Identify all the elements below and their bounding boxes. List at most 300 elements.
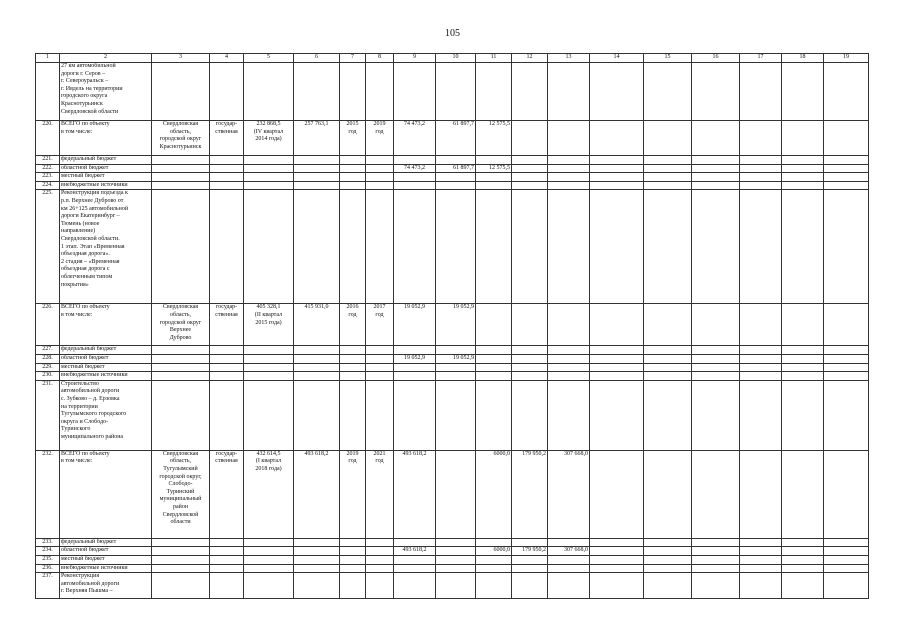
- table-cell: [476, 573, 512, 599]
- table-cell: 236.: [36, 564, 60, 573]
- table-cell: [152, 538, 210, 547]
- table-cell: [644, 190, 692, 304]
- table-cell: [340, 363, 366, 372]
- table-cell: [340, 164, 366, 173]
- table-cell: 74 473,2: [394, 164, 436, 173]
- table-cell: 223.: [36, 173, 60, 182]
- table-cell: [366, 164, 394, 173]
- table-cell: [152, 63, 210, 121]
- table-cell: [644, 181, 692, 190]
- table-cell: Свердловская область, городской округ Верхнее Дуброво: [152, 304, 210, 346]
- table-cell: [512, 181, 548, 190]
- table-cell: [340, 573, 366, 599]
- column-number: 6: [294, 54, 340, 63]
- table-cell: [476, 173, 512, 182]
- table-row: [36, 181, 869, 190]
- table-cell: [366, 363, 394, 372]
- table-cell: [692, 190, 740, 304]
- table-cell: ВСЕГО по объекту в том числе:: [60, 121, 152, 156]
- column-number: 12: [512, 54, 548, 63]
- table-cell: [692, 63, 740, 121]
- table-cell: [692, 372, 740, 381]
- table-cell: [152, 173, 210, 182]
- table-cell: местный бюджет: [60, 555, 152, 564]
- table-cell: [782, 538, 824, 547]
- column-number: 8: [366, 54, 394, 63]
- table-cell: [740, 354, 782, 363]
- table-cell: областной бюджет: [60, 547, 152, 556]
- table-cell: [294, 156, 340, 165]
- table-cell: [692, 173, 740, 182]
- table-cell: 225.: [36, 190, 60, 304]
- table-cell: 221.: [36, 156, 60, 165]
- table-cell: [244, 538, 294, 547]
- table-cell: [548, 555, 590, 564]
- table-cell: [394, 181, 436, 190]
- table-cell: [740, 156, 782, 165]
- table-cell: [590, 164, 644, 173]
- table-cell: [436, 538, 476, 547]
- table-cell: [590, 121, 644, 156]
- table-cell: [244, 63, 294, 121]
- table-cell: [244, 547, 294, 556]
- table-cell: [366, 564, 394, 573]
- table-cell: [436, 450, 476, 538]
- table-cell: [782, 573, 824, 599]
- table-row: [36, 363, 869, 372]
- table-cell: [366, 156, 394, 165]
- table-row: [36, 354, 869, 363]
- table-cell: внебюджетные источники: [60, 181, 152, 190]
- table-cell: [512, 363, 548, 372]
- table-cell: государ- ственная: [210, 304, 244, 346]
- table-cell: [340, 181, 366, 190]
- table-cell: [394, 156, 436, 165]
- table-cell: [512, 63, 548, 121]
- table-cell: [548, 564, 590, 573]
- table-cell: [824, 547, 869, 556]
- table-cell: Реконструкция подъезда к р.п. Верхнее Дуброво от км 26+125 автомобильной дороги Екатеринбург – Тюмень (новое направление) Свердловской области. 1 этап. Этап «Временная объездная дорога». 2 стадия – «Временная объездная дорога с облегченным типом покрытия»: [60, 190, 152, 304]
- table-cell: [340, 63, 366, 121]
- table-cell: ВСЕГО по объекту в том числе:: [60, 304, 152, 346]
- table-cell: 229.: [36, 363, 60, 372]
- table-cell: федеральный бюджет: [60, 156, 152, 165]
- table-cell: [590, 63, 644, 121]
- table-cell: [824, 121, 869, 156]
- table-cell: [740, 121, 782, 156]
- table-cell: [548, 363, 590, 372]
- table-cell: [366, 538, 394, 547]
- table-cell: [548, 173, 590, 182]
- table-cell: [394, 346, 436, 355]
- table-cell: [644, 380, 692, 450]
- page-number: 105: [445, 28, 460, 39]
- table-cell: [590, 354, 644, 363]
- table-cell: 19 052,9: [394, 354, 436, 363]
- table-cell: 2015 год: [340, 121, 366, 156]
- table-cell: [340, 538, 366, 547]
- table-cell: [476, 354, 512, 363]
- table-cell: [590, 304, 644, 346]
- table-cell: [824, 181, 869, 190]
- column-number: 19: [824, 54, 869, 63]
- table-cell: 12 575,5: [476, 164, 512, 173]
- table-cell: внебюджетные источники: [60, 564, 152, 573]
- table-cell: [294, 380, 340, 450]
- budget-table: [35, 53, 869, 599]
- table-cell: 27 км автомобильной дороги г. Серов – г. Североуральск – г. Ивдель на территории городского округа Краснотурьинск Свердловской области: [60, 63, 152, 121]
- table-cell: [476, 190, 512, 304]
- table-cell: [512, 380, 548, 450]
- table-cell: [152, 354, 210, 363]
- table-body: [36, 63, 869, 599]
- table-cell: [244, 573, 294, 599]
- table-cell: [782, 63, 824, 121]
- table-cell: [548, 573, 590, 599]
- table-cell: [590, 555, 644, 564]
- table-cell: [644, 538, 692, 547]
- table-cell: 224.: [36, 181, 60, 190]
- table-cell: [824, 363, 869, 372]
- table-cell: [436, 564, 476, 573]
- table-cell: [644, 450, 692, 538]
- table-cell: [512, 346, 548, 355]
- table-cell: [394, 555, 436, 564]
- table-cell: [740, 363, 782, 372]
- table-cell: [210, 573, 244, 599]
- table-cell: [590, 573, 644, 599]
- table-cell: [366, 372, 394, 381]
- table-cell: [740, 63, 782, 121]
- table-cell: [366, 190, 394, 304]
- table-cell: [824, 372, 869, 381]
- column-number: 18: [782, 54, 824, 63]
- table-cell: [590, 156, 644, 165]
- table-cell: [210, 555, 244, 564]
- table-cell: [548, 380, 590, 450]
- table-cell: [340, 555, 366, 564]
- table-cell: [294, 164, 340, 173]
- table-cell: 493 618,2: [394, 450, 436, 538]
- table-cell: [782, 121, 824, 156]
- table-cell: [210, 173, 244, 182]
- table-cell: [366, 573, 394, 599]
- table-cell: [512, 354, 548, 363]
- table-cell: [152, 156, 210, 165]
- table-cell: 61 897,7: [436, 121, 476, 156]
- table-cell: [782, 555, 824, 564]
- table-cell: [152, 547, 210, 556]
- table-cell: [210, 63, 244, 121]
- table-cell: [782, 190, 824, 304]
- table-cell: [244, 354, 294, 363]
- table-cell: 220.: [36, 121, 60, 156]
- table-row: [36, 164, 869, 173]
- table-cell: [152, 363, 210, 372]
- table-cell: [476, 63, 512, 121]
- table-cell: 233.: [36, 538, 60, 547]
- table-cell: [394, 564, 436, 573]
- table-cell: [824, 555, 869, 564]
- table-cell: [244, 190, 294, 304]
- table-cell: [782, 354, 824, 363]
- table-cell: [548, 304, 590, 346]
- table-cell: Свердловская область, Тугулымский городской округ, Слободо- Туринский муниципальный район Свердловской области: [152, 450, 210, 538]
- table-cell: [740, 547, 782, 556]
- table-cell: [548, 181, 590, 190]
- column-number: 10: [436, 54, 476, 63]
- table-cell: [512, 156, 548, 165]
- table-cell: [436, 346, 476, 355]
- table-cell: [476, 181, 512, 190]
- table-cell: [476, 346, 512, 355]
- table-cell: [692, 555, 740, 564]
- table-cell: [740, 450, 782, 538]
- table-cell: [548, 156, 590, 165]
- table-cell: [294, 181, 340, 190]
- table-cell: 179 950,2: [512, 547, 548, 556]
- table-cell: [548, 121, 590, 156]
- table-cell: [692, 380, 740, 450]
- table-cell: [294, 538, 340, 547]
- table-cell: [590, 538, 644, 547]
- table-cell: [366, 346, 394, 355]
- column-number: 7: [340, 54, 366, 63]
- table-cell: [644, 304, 692, 346]
- table-cell: [548, 190, 590, 304]
- table-row: [36, 547, 869, 556]
- table-row: [36, 346, 869, 355]
- table-cell: [692, 181, 740, 190]
- table-row: [36, 372, 869, 381]
- table-cell: государ- ственная: [210, 450, 244, 538]
- column-number: 17: [740, 54, 782, 63]
- table-cell: [782, 450, 824, 538]
- table-cell: [152, 573, 210, 599]
- table-cell: [548, 63, 590, 121]
- table-cell: 2017 год: [366, 304, 394, 346]
- table-cell: [244, 346, 294, 355]
- table-cell: [436, 181, 476, 190]
- table-cell: [476, 564, 512, 573]
- table-cell: [366, 181, 394, 190]
- table-row: [36, 538, 869, 547]
- table-cell: ВСЕГО по объекту в том числе:: [60, 450, 152, 538]
- table-cell: 12 575,5: [476, 121, 512, 156]
- table-cell: 232.: [36, 450, 60, 538]
- table-cell: [824, 538, 869, 547]
- table-cell: [294, 547, 340, 556]
- table-cell: [210, 164, 244, 173]
- table-cell: [210, 156, 244, 165]
- table-cell: [692, 573, 740, 599]
- table-cell: [210, 564, 244, 573]
- table-cell: [340, 173, 366, 182]
- table-row: [36, 573, 869, 599]
- column-number: 14: [590, 54, 644, 63]
- table-cell: [824, 63, 869, 121]
- column-number: 11: [476, 54, 512, 63]
- table-cell: [394, 372, 436, 381]
- table-cell: [152, 380, 210, 450]
- table-cell: [824, 346, 869, 355]
- table-cell: [436, 380, 476, 450]
- table-cell: [366, 555, 394, 564]
- table-cell: [366, 173, 394, 182]
- table-cell: Реконструкция автомобильной дороги г. Верхняя Пышма –: [60, 573, 152, 599]
- table-cell: 2019 год: [366, 121, 394, 156]
- table-cell: [548, 372, 590, 381]
- table-cell: [548, 346, 590, 355]
- table-row: [36, 173, 869, 182]
- table-cell: [692, 164, 740, 173]
- column-number: 5: [244, 54, 294, 63]
- table-cell: [152, 555, 210, 564]
- table-cell: 226.: [36, 304, 60, 346]
- table-cell: [740, 181, 782, 190]
- table-row: [36, 63, 869, 121]
- table-cell: [590, 450, 644, 538]
- table-cell: [740, 573, 782, 599]
- table-cell: 179 950,2: [512, 450, 548, 538]
- table-cell: [782, 380, 824, 450]
- table-cell: [548, 354, 590, 363]
- table-cell: [644, 354, 692, 363]
- table-cell: [244, 181, 294, 190]
- table-cell: [692, 538, 740, 547]
- table-cell: [210, 538, 244, 547]
- table-cell: [152, 564, 210, 573]
- table-cell: 230.: [36, 372, 60, 381]
- table-cell: [210, 380, 244, 450]
- table-cell: [512, 164, 548, 173]
- table-cell: [512, 121, 548, 156]
- table-cell: 432 614,5 (I квартал 2018 года): [244, 450, 294, 538]
- table-cell: [782, 156, 824, 165]
- table-cell: [340, 380, 366, 450]
- table-cell: [824, 164, 869, 173]
- table-cell: [740, 164, 782, 173]
- table-cell: [394, 538, 436, 547]
- table-cell: [590, 547, 644, 556]
- table-cell: [436, 363, 476, 372]
- table-cell: местный бюджет: [60, 173, 152, 182]
- table-cell: 405 328,1 (II квартал 2015 года): [244, 304, 294, 346]
- table-cell: [340, 156, 366, 165]
- table-cell: [394, 190, 436, 304]
- table-cell: [476, 380, 512, 450]
- table-cell: [436, 63, 476, 121]
- table-cell: [476, 555, 512, 564]
- table-cell: [644, 363, 692, 372]
- table-cell: [824, 173, 869, 182]
- table-cell: [244, 372, 294, 381]
- table-cell: [476, 304, 512, 346]
- table-cell: [740, 380, 782, 450]
- table-cell: [394, 380, 436, 450]
- table-cell: [152, 164, 210, 173]
- column-number: 15: [644, 54, 692, 63]
- table-row: [36, 190, 869, 304]
- table-cell: [244, 564, 294, 573]
- table-cell: [782, 547, 824, 556]
- table-cell: [436, 156, 476, 165]
- table-cell: [548, 538, 590, 547]
- table-cell: [692, 304, 740, 346]
- table-cell: 231.: [36, 380, 60, 450]
- table-cell: 307 668,0: [548, 450, 590, 538]
- table-cell: 232 868,5 (IV квартал 2014 года): [244, 121, 294, 156]
- table-cell: [244, 156, 294, 165]
- table-cell: [152, 190, 210, 304]
- table-cell: [294, 363, 340, 372]
- table-cell: [692, 354, 740, 363]
- table-cell: [394, 63, 436, 121]
- column-number: 16: [692, 54, 740, 63]
- table-cell: 6000,0: [476, 547, 512, 556]
- table-cell: [476, 538, 512, 547]
- table-cell: [210, 354, 244, 363]
- table-row: [36, 380, 869, 450]
- table-cell: [244, 555, 294, 564]
- table-cell: 227.: [36, 346, 60, 355]
- table-cell: 19 052,9: [394, 304, 436, 346]
- table-cell: [590, 173, 644, 182]
- table-row: [36, 450, 869, 538]
- table-cell: [644, 121, 692, 156]
- table-cell: [436, 372, 476, 381]
- table-cell: [512, 555, 548, 564]
- table-cell: 2021 год: [366, 450, 394, 538]
- table-cell: [824, 156, 869, 165]
- table-cell: 61 897,7: [436, 164, 476, 173]
- column-number: 1: [36, 54, 60, 63]
- table-cell: 235.: [36, 555, 60, 564]
- table-cell: [436, 190, 476, 304]
- table-cell: [340, 354, 366, 363]
- table-cell: [644, 164, 692, 173]
- column-number: 4: [210, 54, 244, 63]
- table-cell: [740, 372, 782, 381]
- table-cell: [590, 190, 644, 304]
- table-cell: [366, 63, 394, 121]
- table-cell: [152, 346, 210, 355]
- table-cell: [476, 363, 512, 372]
- table-cell: [644, 63, 692, 121]
- table-cell: [824, 573, 869, 599]
- table-cell: [590, 181, 644, 190]
- table-cell: [244, 164, 294, 173]
- table-cell: [782, 372, 824, 381]
- table-cell: [210, 363, 244, 372]
- table-cell: [644, 346, 692, 355]
- table-cell: [824, 380, 869, 450]
- table-cell: [644, 372, 692, 381]
- table-cell: 228.: [36, 354, 60, 363]
- table-cell: [36, 63, 60, 121]
- table-cell: 493 618,2: [394, 547, 436, 556]
- table-cell: [436, 547, 476, 556]
- table-cell: [824, 354, 869, 363]
- table-cell: 237.: [36, 573, 60, 599]
- table-cell: [740, 564, 782, 573]
- table-cell: [782, 304, 824, 346]
- table-cell: [512, 564, 548, 573]
- table-cell: [740, 304, 782, 346]
- table-cell: [590, 380, 644, 450]
- table-cell: [512, 304, 548, 346]
- table-cell: [782, 363, 824, 372]
